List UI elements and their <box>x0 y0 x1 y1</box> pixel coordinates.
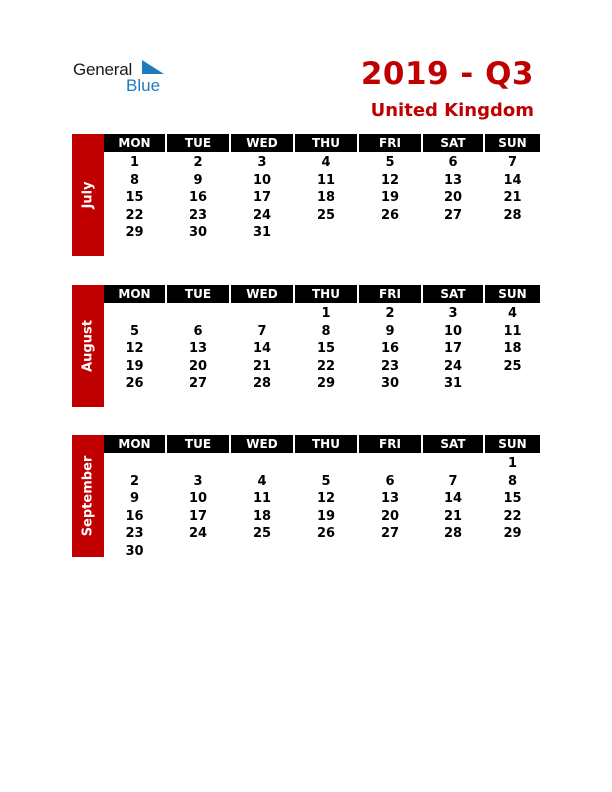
weekday-mon: MON <box>104 435 165 453</box>
day-cell: 14 <box>443 491 463 506</box>
day-cell: 7 <box>257 323 267 339</box>
day-cell: 13 <box>188 341 208 356</box>
day-cell: 17 <box>443 341 463 356</box>
weekday-mon: MON <box>104 285 165 303</box>
day-cell: 10 <box>252 172 272 188</box>
logo-blue-text: Blue <box>126 76 161 95</box>
weekday-sun: SUN <box>485 435 540 453</box>
day-cell: 18 <box>316 190 336 205</box>
day-cell: 25 <box>252 526 272 541</box>
weekday-sun: SUN <box>485 134 540 152</box>
weekday-sun: SUN <box>485 285 540 303</box>
day-cell: 7 <box>507 155 518 170</box>
day-cell: 1 <box>321 306 331 321</box>
day-cell: 10 <box>188 491 208 506</box>
day-cell: 1 <box>507 456 518 471</box>
weekday-header <box>104 435 540 453</box>
day-cell: 9 <box>129 491 140 506</box>
day-cell: 14 <box>252 341 272 356</box>
day-cell: 19 <box>316 508 336 524</box>
day-cell: 28 <box>443 526 463 541</box>
day-cell: 12 <box>316 491 336 506</box>
day-cell: 17 <box>252 190 272 205</box>
day-cell: 15 <box>503 491 522 506</box>
weekday-thu: THU <box>295 134 357 152</box>
weekday-wed: WED <box>231 285 293 303</box>
day-cell: 8 <box>507 473 518 489</box>
day-cell: 27 <box>443 207 463 223</box>
page-title: 2019 - Q3 <box>360 56 534 92</box>
day-cell: 20 <box>443 190 463 205</box>
month-september <box>72 435 540 574</box>
day-cell: 10 <box>443 323 463 339</box>
day-cell: 21 <box>252 358 272 374</box>
day-cell: 28 <box>252 376 272 391</box>
day-cell: 3 <box>448 306 458 321</box>
day-cell: 11 <box>252 491 272 506</box>
day-cell: 27 <box>188 376 208 391</box>
day-cell: 8 <box>129 172 140 188</box>
day-cell: 31 <box>443 376 463 391</box>
logo-general-text: General <box>73 60 133 79</box>
day-cell: 9 <box>385 323 395 339</box>
day-cell: 17 <box>188 508 208 524</box>
month-label-tab <box>72 285 104 407</box>
day-cell: 29 <box>125 225 144 240</box>
day-cell: 4 <box>507 306 518 321</box>
month-name: August <box>80 320 96 372</box>
day-cell: 31 <box>252 225 272 240</box>
weekday-sat: SAT <box>423 134 483 152</box>
weekday-sat: SAT <box>423 435 483 453</box>
day-cell: 27 <box>380 526 400 541</box>
weekday-header <box>104 134 540 152</box>
day-cell: 13 <box>443 172 463 188</box>
day-cell: 30 <box>380 376 400 391</box>
day-cell: 28 <box>503 207 522 223</box>
month-label-tab <box>72 435 104 557</box>
month-name: September <box>80 455 96 537</box>
day-cell: 25 <box>316 207 336 223</box>
day-cell: 15 <box>125 190 144 205</box>
day-cell: 26 <box>380 207 400 223</box>
day-cell: 11 <box>503 323 522 339</box>
day-cell: 5 <box>129 323 140 339</box>
logo-triangle-icon <box>142 60 164 76</box>
day-cell: 3 <box>257 155 267 170</box>
day-cell: 18 <box>252 508 272 524</box>
day-cell: 22 <box>503 508 522 524</box>
day-cell: 16 <box>380 341 400 356</box>
day-cell: 24 <box>252 207 272 223</box>
logo <box>73 60 183 96</box>
day-cell: 5 <box>385 155 395 170</box>
weekday-mon: MON <box>104 134 165 152</box>
day-cell: 7 <box>448 473 458 489</box>
month-name: July <box>80 181 96 209</box>
month-july <box>72 134 540 256</box>
day-cell: 6 <box>385 473 395 489</box>
month-label-tab <box>72 134 104 256</box>
day-cell: 16 <box>188 190 208 205</box>
day-cell: 13 <box>380 491 400 506</box>
day-cell: 1 <box>129 155 140 170</box>
day-cell: 26 <box>316 526 336 541</box>
day-cell: 23 <box>188 207 208 223</box>
day-cell: 18 <box>503 341 522 356</box>
weekday-sat: SAT <box>423 285 483 303</box>
day-cell: 30 <box>188 225 208 240</box>
day-cell: 2 <box>129 473 140 489</box>
day-cell: 6 <box>193 323 203 339</box>
weekday-wed: WED <box>231 435 293 453</box>
day-cell: 4 <box>257 473 267 489</box>
day-cell: 19 <box>125 358 144 374</box>
day-cell: 20 <box>380 508 400 524</box>
day-cell: 8 <box>321 323 331 339</box>
day-cell: 9 <box>193 172 203 188</box>
day-cell: 12 <box>380 172 400 188</box>
day-cell: 2 <box>193 155 203 170</box>
weekday-fri: FRI <box>359 134 421 152</box>
day-cell: 23 <box>125 526 144 541</box>
weekday-tue: TUE <box>167 435 229 453</box>
day-cell: 21 <box>443 508 463 524</box>
weekday-tue: TUE <box>167 285 229 303</box>
day-cell: 29 <box>316 376 336 391</box>
month-august <box>72 285 540 407</box>
weekday-thu: THU <box>295 435 357 453</box>
day-cell: 12 <box>125 341 144 356</box>
weekday-tue: TUE <box>167 134 229 152</box>
day-cell: 24 <box>188 526 208 541</box>
day-cell: 11 <box>316 172 336 188</box>
day-cell: 22 <box>316 358 336 374</box>
day-cell: 16 <box>125 508 144 524</box>
day-cell: 24 <box>443 358 463 374</box>
day-cell: 15 <box>316 341 336 356</box>
day-cell: 22 <box>125 207 144 223</box>
weekday-fri: FRI <box>359 435 421 453</box>
weekday-header <box>104 285 540 303</box>
day-cell: 25 <box>503 358 522 374</box>
weekday-wed: WED <box>231 134 293 152</box>
day-cell: 3 <box>193 473 203 489</box>
day-cell: 6 <box>448 155 458 170</box>
weekday-fri: FRI <box>359 285 421 303</box>
day-cell: 30 <box>125 543 144 559</box>
day-cell: 5 <box>321 473 331 489</box>
day-cell: 20 <box>188 358 208 374</box>
day-cell: 2 <box>385 306 395 321</box>
day-cell: 4 <box>321 155 331 170</box>
day-cell: 14 <box>503 172 522 188</box>
day-cell: 23 <box>380 358 400 374</box>
day-cell: 21 <box>503 190 522 205</box>
weekday-thu: THU <box>295 285 357 303</box>
day-cell: 19 <box>380 190 400 205</box>
country-name: United Kingdom <box>370 100 534 121</box>
day-cell: 26 <box>125 376 144 391</box>
day-cell: 29 <box>503 526 522 541</box>
